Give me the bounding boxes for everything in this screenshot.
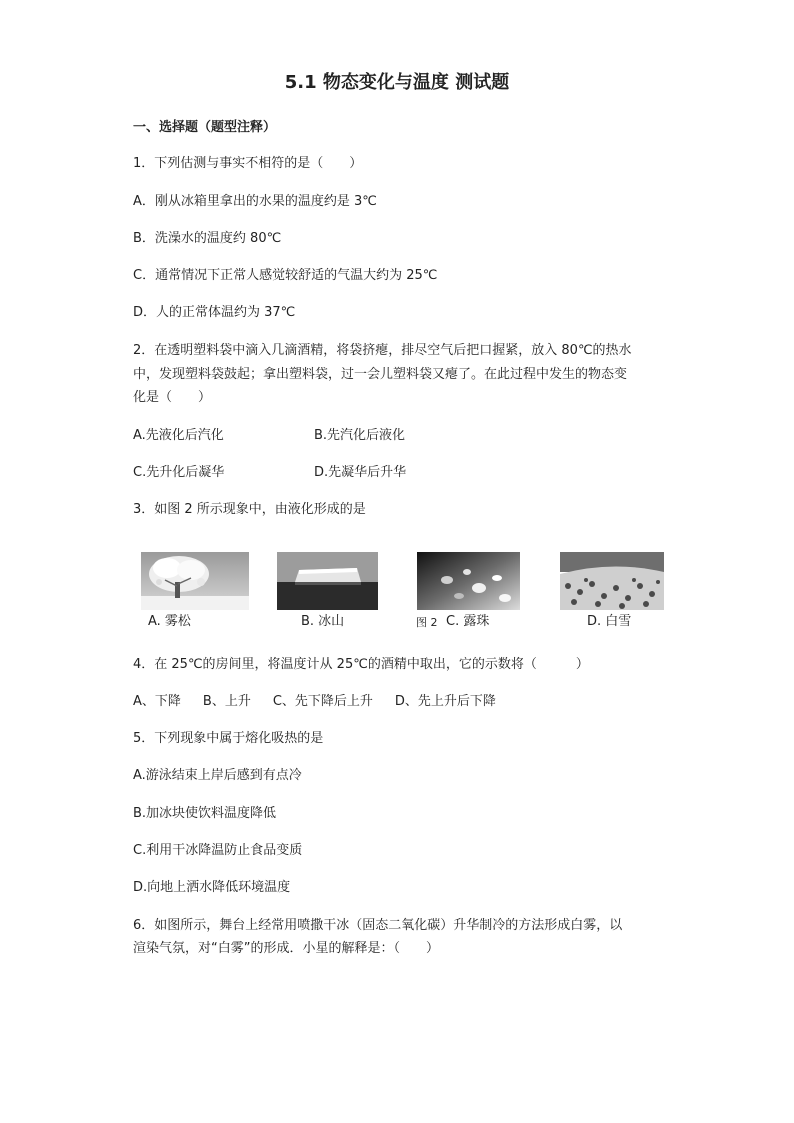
q1-stem: 1．下列估测与事实不相符的是（ ）: [133, 156, 363, 171]
q4-option-a: A、下降: [133, 694, 181, 709]
q6-stem-line2: 渲染气氛，对“白雾”的形成．小星的解释是：（ ）: [133, 941, 439, 956]
q2-option-c: C.先升化后凝华: [133, 465, 225, 480]
page-title: 5.1 物态变化与温度 测试题: [284, 72, 510, 93]
q5-option-b: B.加冰块使饮料温度降低: [133, 806, 277, 821]
q4-option-c: C、先下降后上升: [272, 694, 373, 709]
q1-option-d: D．人的正常体温约为 37℃: [133, 305, 296, 320]
caption-a: A. 雾松: [148, 614, 191, 629]
snow-field-image: [560, 552, 664, 610]
dew-drops-image: [417, 552, 520, 610]
q3-stem: 3．如图 2 所示现象中，由液化形成的是: [133, 502, 366, 517]
q5-stem: 5．下列现象中属于熔化吸热的是: [133, 731, 324, 746]
q2-option-b: B.先汽化后液化: [314, 428, 406, 443]
q5-option-a: A.游泳结束上岸后感到有点冷: [133, 768, 302, 783]
q1-option-b: B．洗澡水的温度约 80℃: [133, 231, 282, 246]
iceberg-image: [277, 552, 378, 610]
q4-stem: 4．在 25℃的房间里，将温度计从 25℃的酒精中取出，它的示数将（ ）: [133, 657, 589, 672]
rime-tree-image: [141, 552, 249, 610]
q5-option-d: D.向地上洒水降低环境温度: [133, 880, 291, 895]
section-heading: 一、选择题（题型注释）: [133, 120, 277, 135]
figure-label: 图 2: [416, 616, 438, 629]
q4-option-b: B、上升: [202, 694, 251, 709]
q2-option-d: D.先凝华后升华: [314, 465, 407, 480]
q2-stem-line1: 2．在透明塑料袋中滴入几滴酒精，将袋挤瘪，排尽空气后把口握紧，放入 80℃的热水: [133, 343, 632, 358]
q6-stem-line1: 6．如图所示，舞台上经常用喷撒干冰（固态二氧化碳）升华制冷的方法形成白雾，以: [133, 918, 623, 933]
caption-d: D. 白雪: [587, 614, 632, 629]
caption-c: C. 露珠: [446, 614, 490, 629]
q5-option-c: C.利用干冰降温防止食品变质: [133, 843, 303, 858]
q4-option-d: D、先上升后下降: [394, 694, 496, 709]
q2-stem-line2: 中，发现塑料袋鼓起；拿出塑料袋，过一会儿塑料袋又瘪了。在此过程中发生的物态变: [133, 367, 628, 382]
caption-b: B. 冰山: [301, 614, 345, 629]
q1-option-a: A．刚从冰箱里拿出的水果的温度约是 3℃: [133, 194, 377, 209]
q4-options: [133, 694, 518, 710]
q1-option-c: C．通常情况下正常人感觉较舒适的气温大约为 25℃: [133, 268, 438, 283]
q2-option-a: A.先液化后汽化: [133, 428, 224, 443]
q2-stem-line3: 化是（ ）: [133, 390, 212, 405]
